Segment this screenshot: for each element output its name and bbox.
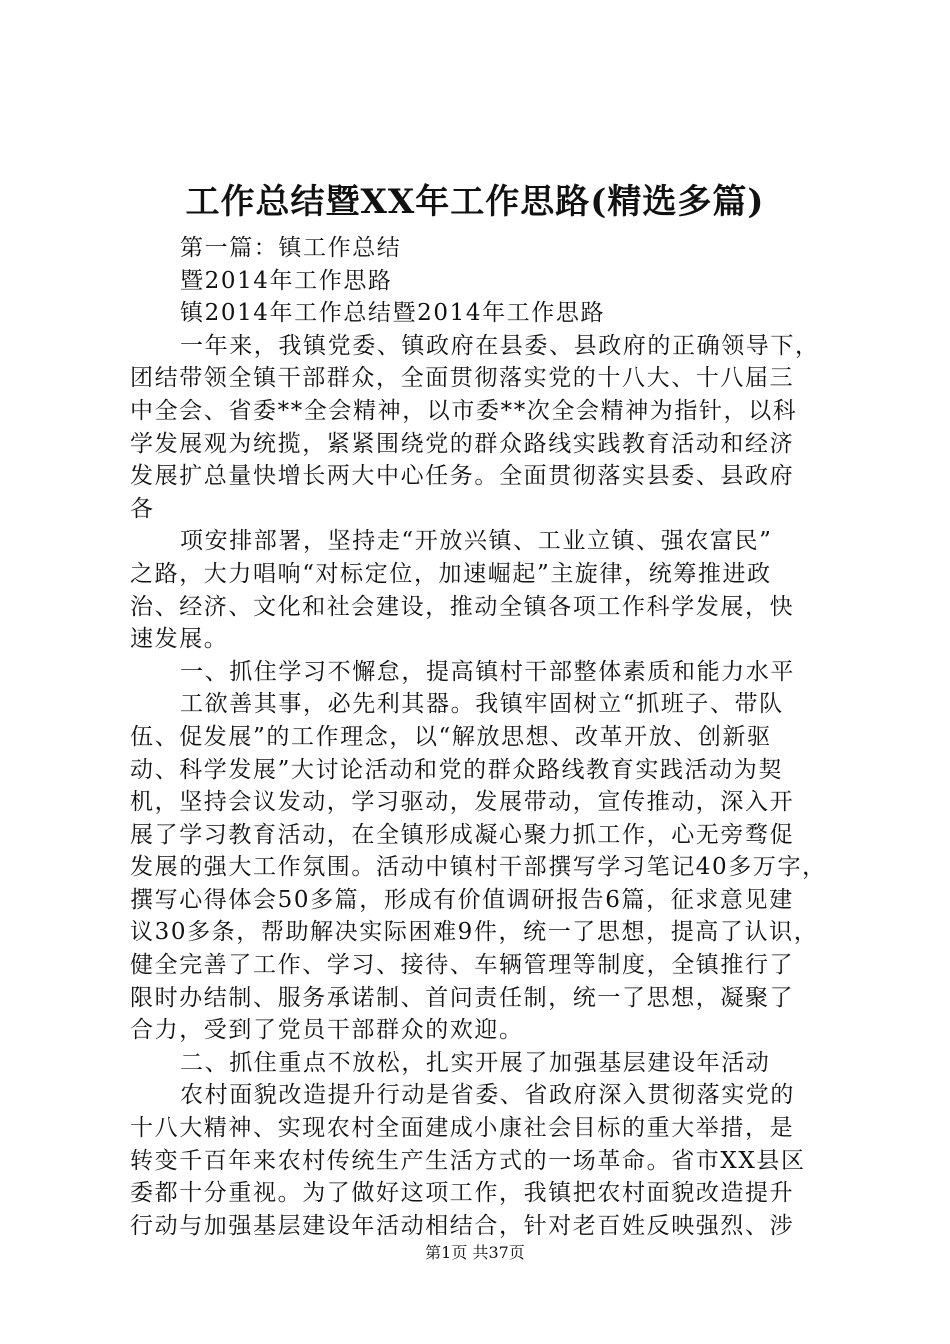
page-number-footer: 第1页 共37页: [425, 1243, 525, 1262]
paragraph-line: 限时办结制、服务承诺制、首问责任制，统一了思想，凝聚了: [130, 984, 795, 1011]
paragraph-line: 各: [130, 495, 155, 522]
paragraph-line: 团结带领全镇干部群众，全面贯彻落实党的十八大、十八届三: [130, 365, 795, 392]
document-title: 工作总结暨XX年工作思路(精选多篇): [185, 182, 765, 222]
paragraph-line: 合力，受到了党员干部群众的欢迎。: [130, 1017, 524, 1044]
paragraph-line: 展了学习教育活动，在全镇形成凝心聚力抓工作，心无旁骛促: [130, 821, 795, 848]
paragraph-line: 工欲善其事，必先利其器。我镇牢固树立“抓班子、带队: [180, 691, 784, 718]
paragraph-line: 中全会、省委**全会精神，以市委**次全会精神为指针，以科: [130, 397, 798, 424]
paragraph-line: 学发展观为统揽，紧紧围绕党的群众路线实践教育活动和经济: [130, 430, 795, 457]
section-heading: 暨2014年工作思路: [180, 267, 393, 294]
paragraph-line: 转变千百年来农村传统生产生活方式的一场革命。省市XX县区: [130, 1147, 806, 1174]
paragraph-line: 之路，大力唱响“对标定位，加速崛起”主旋律，统筹推进政: [130, 560, 772, 587]
paragraph-line: 委都十分重视。为了做好这项工作，我镇把农村面貌改造提升: [130, 1180, 795, 1207]
paragraph-line: 撰写心得体会50多篇，形成有价值调研报告6篇，征求意见建: [130, 886, 794, 913]
paragraph-line: 农村面貌改造提升行动是省委、省政府深入贯彻落实党的: [180, 1082, 795, 1109]
section-heading: 第一篇：镇工作总结: [180, 235, 402, 261]
paragraph-line: 治、经济、文化和社会建设，推动全镇各项工作科学发展，快: [130, 593, 795, 620]
paragraph-line: 一年来，我镇党委、镇政府在县委、县政府的正确领导下，: [180, 332, 820, 359]
paragraph-line: 机，坚持会议发动，学习驱动，发展带动，宣传推动，深入开: [130, 789, 795, 816]
paragraph-line: 发展扩总量快增长两大中心任务。全面贯彻落实县委、县政府: [130, 463, 795, 490]
paragraph-line: 健全完善了工作、学习、接待、车辆管理等制度，全镇推行了: [130, 952, 795, 979]
paragraph-line: 项安排部署，坚持走“开放兴镇、工业立镇、强农富民”: [180, 528, 773, 555]
section-heading: 一、抓住学习不懈怠，提高镇村干部整体素质和能力水平: [180, 658, 795, 685]
paragraph-line: 发展的强大工作氛围。活动中镇村干部撰写学习笔记40多万字，: [130, 854, 827, 881]
paragraph-line: 速发展。: [130, 626, 229, 653]
document-body: [130, 232, 830, 1242]
section-heading: 二、抓住重点不放松，扎实开展了加强基层建设年活动: [180, 1049, 771, 1076]
paragraph-line: 十八大精神、实现农村全面建成小康社会目标的重大举措，是: [130, 1115, 795, 1142]
paragraph-line: 议30多条，帮助解决实际困难9件，统一了思想，提高了认识，: [130, 919, 819, 946]
paragraph-line: 行动与加强基层建设年活动相结合，针对老百姓反映强烈、涉: [130, 1212, 795, 1239]
section-heading: 镇2014年工作总结暨2014年工作思路: [180, 300, 606, 327]
paragraph-line: 伍、促发展”的工作理念，以“解放思想、改革开放、创新驱: [130, 723, 772, 750]
paragraph-line: 动、科学发展”大讨论活动和党的群众路线教育实践活动为契: [130, 756, 783, 783]
